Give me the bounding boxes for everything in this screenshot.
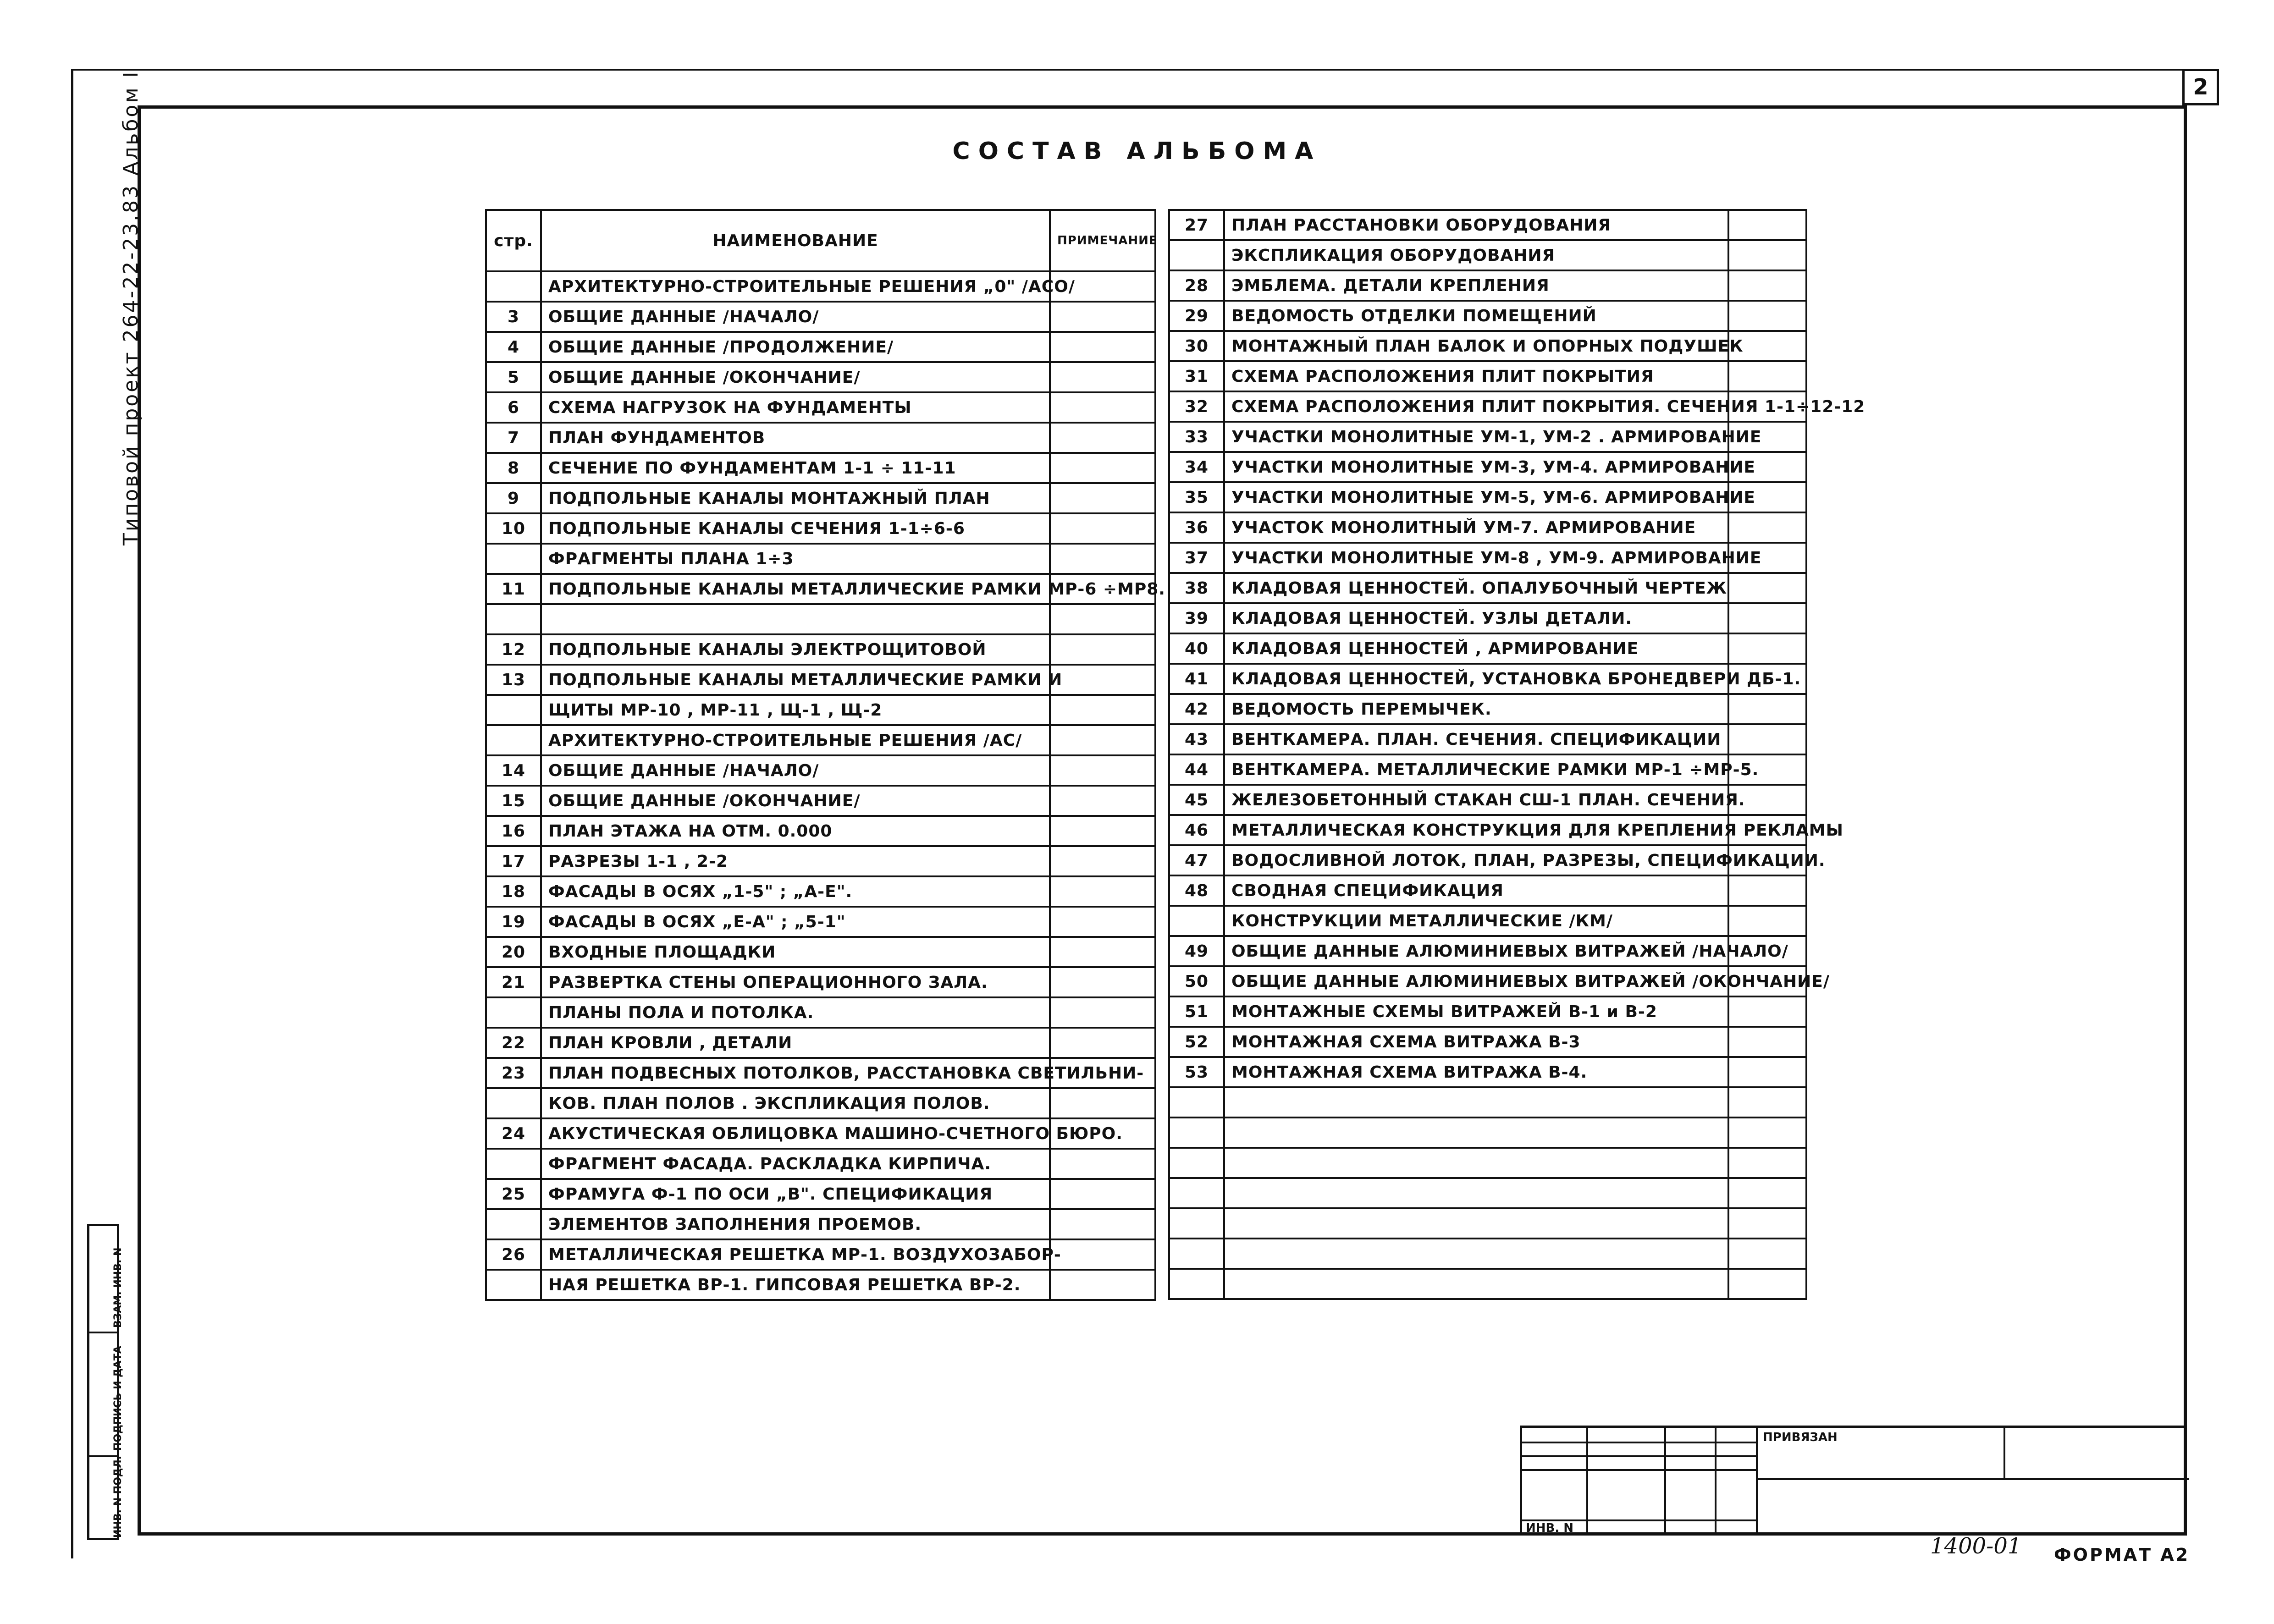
- table-row: [1169, 210, 1806, 240]
- table-row: [1169, 391, 1806, 422]
- row-page: 39: [1169, 603, 1224, 633]
- row-name: [1224, 1269, 1728, 1299]
- row-name: ФАСАДЫ В ОСЯХ „1-5" ; „А-Е".: [541, 876, 1050, 907]
- row-page: [1169, 1239, 1224, 1269]
- row-note: [1050, 483, 1155, 513]
- row-note: [1728, 1087, 1806, 1118]
- row-page: [1169, 1208, 1224, 1239]
- row-page: [486, 1149, 541, 1179]
- table-row: [1169, 422, 1806, 452]
- table-row: [486, 1058, 1155, 1088]
- row-name: МЕТАЛЛИЧЕСКАЯ РЕШЕТКА МР-1. ВОЗДУХОЗАБОР-: [541, 1239, 1050, 1270]
- row-name: ОБЩИЕ ДАННЫЕ АЛЮМИНИЕВЫХ ВИТРАЖЕЙ /НАЧАЛО/: [1224, 936, 1728, 966]
- table-row: [1169, 512, 1806, 543]
- row-name: [1224, 1239, 1728, 1269]
- sheet-left-border: [71, 69, 73, 1558]
- row-page: 33: [1169, 422, 1224, 452]
- row-name: ОБЩИЕ ДАННЫЕ /ПРОДОЛЖЕНИЕ/: [541, 332, 1050, 362]
- table-row: [486, 997, 1155, 1028]
- table-row: [1169, 543, 1806, 573]
- row-name: ПОДПОЛЬНЫЕ КАНАЛЫ МЕТАЛЛИЧЕСКИЕ РАМКИ И: [541, 665, 1050, 695]
- drawing-frame: [138, 105, 2187, 1536]
- row-note: [1050, 665, 1155, 695]
- row-page: 27: [1169, 210, 1224, 240]
- row-page: [486, 1209, 541, 1239]
- row-name: КЛАДОВАЯ ЦЕННОСТЕЙ , АРМИРОВАНИЕ: [1224, 633, 1728, 664]
- row-page: 18: [486, 876, 541, 907]
- table-row: [486, 755, 1155, 786]
- row-note: [1050, 604, 1155, 634]
- row-name: РАЗВЕРТКА СТЕНЫ ОПЕРАЦИОННОГО ЗАЛА.: [541, 967, 1050, 997]
- table-row: [486, 362, 1155, 392]
- row-name: СХЕМА РАСПОЛОЖЕНИЯ ПЛИТ ПОКРЫТИЯ: [1224, 361, 1728, 391]
- row-name: ОБЩИЕ ДАННЫЕ /ОКОНЧАНИЕ/: [541, 362, 1050, 392]
- contents-table-right: [1168, 209, 1866, 1300]
- table-row: [1169, 482, 1806, 512]
- row-note: [1050, 907, 1155, 937]
- row-name: ВЕНТКАМЕРА. МЕТАЛЛИЧЕСКИЕ РАМКИ МР-1 ÷МР-5.: [1224, 754, 1728, 785]
- table-row: [1169, 361, 1806, 391]
- row-note: [1728, 694, 1806, 724]
- row-name: ОБЩИЕ ДАННЫЕ /НАЧАЛО/: [541, 302, 1050, 332]
- stamp-divider: [1586, 1428, 1588, 1533]
- row-name: ВЕДОМОСТЬ ПЕРЕМЫЧЕК.: [1224, 694, 1728, 724]
- row-page: 8: [486, 453, 541, 483]
- row-page: 22: [486, 1028, 541, 1058]
- row-name: СВОДНАЯ СПЕЦИФИКАЦИЯ: [1224, 875, 1728, 906]
- row-page: 40: [1169, 633, 1224, 664]
- row-page: [1169, 1148, 1224, 1178]
- table-row: [1169, 603, 1806, 633]
- row-note: [1728, 573, 1806, 603]
- row-name: КОНСТРУКЦИИ МЕТАЛЛИЧЕСКИЕ /КМ/: [1224, 906, 1728, 936]
- table-row: [1169, 1148, 1806, 1178]
- row-name: ПЛАН КРОВЛИ , ДЕТАЛИ: [541, 1028, 1050, 1058]
- row-name: КЛАДОВАЯ ЦЕННОСТЕЙ. УЗЛЫ ДЕТАЛИ.: [1224, 603, 1728, 633]
- row-name: [541, 604, 1050, 634]
- header-name: НАИМЕНОВАНИЕ: [541, 210, 1050, 271]
- row-page: 5: [486, 362, 541, 392]
- row-name: УЧАСТКИ МОНОЛИТНЫЕ УМ-8 , УМ-9. АРМИРОВАНИЕ: [1224, 543, 1728, 573]
- row-name: [1224, 1087, 1728, 1118]
- row-note: [1050, 1149, 1155, 1179]
- table-row: [486, 483, 1155, 513]
- table-row: [1169, 785, 1806, 815]
- row-name: [1224, 1208, 1728, 1239]
- row-page: 11: [486, 574, 541, 604]
- row-page: 47: [1169, 845, 1224, 875]
- row-name: СХЕМА НАГРУЗОК НА ФУНДАМЕНТЫ: [541, 392, 1050, 423]
- row-name: ФРАГМЕНТ ФАСАДА. РАСКЛАДКА КИРПИЧА.: [541, 1149, 1050, 1179]
- table-row: [1169, 754, 1806, 785]
- row-note: [1050, 362, 1155, 392]
- row-page: 38: [1169, 573, 1224, 603]
- table-row: [486, 907, 1155, 937]
- row-page: 4: [486, 332, 541, 362]
- sheet-top-border: [71, 69, 2189, 71]
- row-page: 9: [486, 483, 541, 513]
- stamp-divider: [1522, 1455, 1756, 1457]
- row-note: [1050, 1209, 1155, 1239]
- sheet-number: 2: [2182, 69, 2219, 105]
- table-row: [1169, 573, 1806, 603]
- table-row: [486, 695, 1155, 725]
- row-page: 10: [486, 513, 541, 544]
- table-row: [486, 544, 1155, 574]
- table-row: [486, 1118, 1155, 1149]
- row-page: 26: [486, 1239, 541, 1270]
- row-name: УЧАСТКИ МОНОЛИТНЫЕ УМ-3, УМ-4. АРМИРОВАНИЕ: [1224, 452, 1728, 482]
- table-row: [486, 786, 1155, 816]
- row-note: [1728, 724, 1806, 754]
- table-row: [1169, 1269, 1806, 1299]
- stamp-linked-label: ПРИВЯЗАН: [1763, 1431, 1838, 1444]
- stamp-divider: [1756, 1428, 1758, 1533]
- stamp-divider: [1522, 1469, 1756, 1471]
- row-name: ЭМБЛЕМА. ДЕТАЛИ КРЕПЛЕНИЯ: [1224, 270, 1728, 301]
- table-row: [1169, 845, 1806, 875]
- row-note: [1728, 1148, 1806, 1178]
- row-name: ПОДПОЛЬНЫЕ КАНАЛЫ СЕЧЕНИЯ 1-1÷6-6: [541, 513, 1050, 544]
- stamp-divider: [1522, 1442, 1756, 1443]
- row-name: ПЛАН РАССТАНОВКИ ОБОРУДОВАНИЯ: [1224, 210, 1728, 240]
- table-row: [486, 302, 1155, 332]
- table-row: [486, 332, 1155, 362]
- row-name: ПОДПОЛЬНЫЕ КАНАЛЫ ЭЛЕКТРОЩИТОВОЙ: [541, 634, 1050, 665]
- row-note: [1728, 1239, 1806, 1269]
- table-row: [1169, 815, 1806, 845]
- table-row: [486, 1239, 1155, 1270]
- table-row: [1169, 1087, 1806, 1118]
- row-page: 42: [1169, 694, 1224, 724]
- row-page: 17: [486, 846, 541, 876]
- row-page: 35: [1169, 482, 1224, 512]
- row-note: [1728, 1027, 1806, 1057]
- table-row: [1169, 936, 1806, 966]
- row-page: 25: [486, 1179, 541, 1209]
- row-note: [1728, 240, 1806, 270]
- row-note: [1050, 544, 1155, 574]
- row-name: [1224, 1118, 1728, 1148]
- table-row: [1169, 331, 1806, 361]
- row-name: ЭКСПЛИКАЦИЯ ОБОРУДОВАНИЯ: [1224, 240, 1728, 270]
- row-name: ЩИТЫ МР-10 , МР-11 , Щ-1 , Щ-2: [541, 695, 1050, 725]
- row-name: ПЛАНЫ ПОЛА И ПОТОЛКА.: [541, 997, 1050, 1028]
- row-page: [1169, 1118, 1224, 1148]
- table-row: [486, 1270, 1155, 1300]
- row-note: [1050, 513, 1155, 544]
- table-row: [486, 967, 1155, 997]
- row-name: МОНТАЖНЫЙ ПЛАН БАЛОК И ОПОРНЫХ ПОДУШЕК: [1224, 331, 1728, 361]
- row-name: РАЗРЕЗЫ 1-1 , 2-2: [541, 846, 1050, 876]
- row-note: [1728, 210, 1806, 240]
- row-page: 36: [1169, 512, 1224, 543]
- stamp-divider: [2004, 1428, 2005, 1478]
- table-row: [486, 1209, 1155, 1239]
- row-page: [1169, 1178, 1224, 1208]
- row-note: [1050, 453, 1155, 483]
- contents-table-left: [485, 209, 1165, 1301]
- table-row: [1169, 694, 1806, 724]
- row-name: ОБЩИЕ ДАННЫЕ /НАЧАЛО/: [541, 755, 1050, 786]
- row-page: 31: [1169, 361, 1224, 391]
- side-stamp-label: ПОДПИСЬ И ДАТА: [112, 1346, 124, 1451]
- table-row: [1169, 633, 1806, 664]
- row-note: [1728, 996, 1806, 1027]
- row-page: 12: [486, 634, 541, 665]
- row-page: 37: [1169, 543, 1224, 573]
- row-name: КЛАДОВАЯ ЦЕННОСТЕЙ, УСТАНОВКА БРОНЕДВЕРИ ДБ-1.: [1224, 664, 1728, 694]
- row-note: [1050, 1028, 1155, 1058]
- row-name: КОВ. ПЛАН ПОЛОВ . ЭКСПЛИКАЦИЯ ПОЛОВ.: [541, 1088, 1050, 1118]
- table-row: [486, 604, 1155, 634]
- row-note: [1728, 512, 1806, 543]
- table-row: [486, 513, 1155, 544]
- table-row: [486, 665, 1155, 695]
- row-name: ФРАГМЕНТЫ ПЛАНА 1÷3: [541, 544, 1050, 574]
- row-name: АКУСТИЧЕСКАЯ ОБЛИЦОВКА МАШИНО-СЧЕТНОГО БЮРО.: [541, 1118, 1050, 1149]
- row-name: [1224, 1148, 1728, 1178]
- row-note: [1050, 332, 1155, 362]
- row-page: 19: [486, 907, 541, 937]
- row-page: [1169, 1269, 1224, 1299]
- side-stamp-divider: [89, 1332, 117, 1333]
- row-note: [1728, 633, 1806, 664]
- row-page: [1169, 1087, 1224, 1118]
- row-name: МОНТАЖНАЯ СХЕМА ВИТРАЖА В-4.: [1224, 1057, 1728, 1087]
- row-page: 7: [486, 423, 541, 453]
- row-note: [1728, 1269, 1806, 1299]
- side-stamp: [87, 1224, 124, 1540]
- row-note: [1050, 937, 1155, 967]
- row-page: 50: [1169, 966, 1224, 996]
- table-row: [1169, 966, 1806, 996]
- row-name: СХЕМА РАСПОЛОЖЕНИЯ ПЛИТ ПОКРЫТИЯ. СЕЧЕНИЯ 1-1÷12-12: [1224, 391, 1728, 422]
- row-note: [1050, 876, 1155, 907]
- row-note: [1050, 634, 1155, 665]
- row-name: ВЕНТКАМЕРА. ПЛАН. СЕЧЕНИЯ. СПЕЦИФИКАЦИИ: [1224, 724, 1728, 754]
- row-name: [1224, 1178, 1728, 1208]
- row-name: ВХОДНЫЕ ПЛОЩАДКИ: [541, 937, 1050, 967]
- row-page: 23: [486, 1058, 541, 1088]
- table-row: [486, 846, 1155, 876]
- table-row: [1169, 875, 1806, 906]
- stamp-divider: [1756, 1478, 2189, 1480]
- table-row: [486, 453, 1155, 483]
- row-note: [1050, 1270, 1155, 1300]
- row-note: [1728, 603, 1806, 633]
- row-page: 15: [486, 786, 541, 816]
- row-page: [486, 1270, 541, 1300]
- table-row: [1169, 301, 1806, 331]
- title-block-stamp: [1520, 1426, 2187, 1536]
- page-title: СОСТАВ АЛЬБОМА: [952, 138, 1322, 165]
- table-row: [1169, 452, 1806, 482]
- table-row: [1169, 1057, 1806, 1087]
- row-page: 46: [1169, 815, 1224, 845]
- side-stamp-label: ИНВ. N ПОДЛ.: [112, 1455, 124, 1538]
- row-page: [486, 997, 541, 1028]
- row-name: УЧАСТОК МОНОЛИТНЫЙ УМ-7. АРМИРОВАНИЕ: [1224, 512, 1728, 543]
- row-page: 53: [1169, 1057, 1224, 1087]
- row-name: МЕТАЛЛИЧЕСКАЯ КОНСТРУКЦИЯ ДЛЯ КРЕПЛЕНИЯ РЕКЛАМЫ: [1224, 815, 1728, 845]
- row-note: [1728, 361, 1806, 391]
- side-label: Типовой проект 264-22-23.83 Альбом I: [119, 70, 143, 545]
- row-name: ЖЕЛЕЗОБЕТОННЫЙ СТАКАН СШ-1 ПЛАН. СЕЧЕНИЯ.: [1224, 785, 1728, 815]
- row-note: [1050, 695, 1155, 725]
- table-row: [1169, 1178, 1806, 1208]
- row-name: ЭЛЕМЕНТОВ ЗАПОЛНЕНИЯ ПРОЕМОВ.: [541, 1209, 1050, 1239]
- row-page: [486, 695, 541, 725]
- row-note: [1728, 270, 1806, 301]
- row-note: [1728, 875, 1806, 906]
- row-page: 48: [1169, 875, 1224, 906]
- row-note: [1050, 755, 1155, 786]
- table-row: [486, 725, 1155, 755]
- row-note: [1728, 1057, 1806, 1087]
- row-page: [486, 544, 541, 574]
- row-name: ПЛАН ПОДВЕСНЫХ ПОТОЛКОВ, РАССТАНОВКА СВЕТИЛЬНИ-: [541, 1058, 1050, 1088]
- row-note: [1050, 1179, 1155, 1209]
- table-row: [486, 1088, 1155, 1118]
- row-page: 3: [486, 302, 541, 332]
- row-name: ОБЩИЕ ДАННЫЕ АЛЮМИНИЕВЫХ ВИТРАЖЕЙ /ОКОНЧАНИЕ/: [1224, 966, 1728, 996]
- row-note: [1050, 816, 1155, 846]
- stamp-inv-label: ИНВ. N: [1526, 1521, 1574, 1535]
- row-name: ФАСАДЫ В ОСЯХ „Е-А" ; „5-1": [541, 907, 1050, 937]
- row-page: [486, 1088, 541, 1118]
- table-row: [1169, 724, 1806, 754]
- row-name: УЧАСТКИ МОНОЛИТНЫЕ УМ-1, УМ-2 . АРМИРОВАНИЕ: [1224, 422, 1728, 452]
- row-page: 51: [1169, 996, 1224, 1027]
- row-name: МОНТАЖНЫЕ СХЕМЫ ВИТРАЖЕЙ В-1 и В-2: [1224, 996, 1728, 1027]
- drawing-code: 1400-01: [1930, 1533, 2022, 1559]
- row-note: [1050, 997, 1155, 1028]
- row-page: 52: [1169, 1027, 1224, 1057]
- table-row: [1169, 1208, 1806, 1239]
- table-row: [486, 937, 1155, 967]
- row-name: ВЕДОМОСТЬ ОТДЕЛКИ ПОМЕЩЕНИЙ: [1224, 301, 1728, 331]
- table-row: [1169, 664, 1806, 694]
- row-page: 6: [486, 392, 541, 423]
- row-page: [1169, 906, 1224, 936]
- row-page: 13: [486, 665, 541, 695]
- row-note: [1728, 906, 1806, 936]
- row-page: 16: [486, 816, 541, 846]
- row-page: 41: [1169, 664, 1224, 694]
- table-row: [1169, 1239, 1806, 1269]
- row-note: [1728, 1118, 1806, 1148]
- side-stamp-label: ВЗАМ. ИНВ. N: [112, 1247, 124, 1328]
- row-note: [1050, 725, 1155, 755]
- row-name: ОБЩИЕ ДАННЫЕ /ОКОНЧАНИЕ/: [541, 786, 1050, 816]
- row-name: НАЯ РЕШЕТКА ВР-1. ГИПСОВАЯ РЕШЕТКА ВР-2.: [541, 1270, 1050, 1300]
- row-page: 34: [1169, 452, 1224, 482]
- row-note: [1050, 846, 1155, 876]
- row-page: 49: [1169, 936, 1224, 966]
- row-note: [1728, 1208, 1806, 1239]
- row-note: [1050, 786, 1155, 816]
- row-note: [1728, 301, 1806, 331]
- row-name: УЧАСТКИ МОНОЛИТНЫЕ УМ-5, УМ-6. АРМИРОВАНИЕ: [1224, 482, 1728, 512]
- row-page: 21: [486, 967, 541, 997]
- format-label: ФОРМАТ А2: [2054, 1545, 2190, 1565]
- row-name: ПОДПОЛЬНЫЕ КАНАЛЫ МОНТАЖНЫЙ ПЛАН: [541, 483, 1050, 513]
- row-name: ВОДОСЛИВНОЙ ЛОТОК, ПЛАН, РАЗРЕЗЫ, СПЕЦИФИКАЦИИ.: [1224, 845, 1728, 875]
- table-row: [486, 423, 1155, 453]
- table-row: [1169, 270, 1806, 301]
- header-page: стр.: [486, 210, 541, 271]
- stamp-divider: [1664, 1428, 1666, 1533]
- row-page: 14: [486, 755, 541, 786]
- row-name: ПЛАН ФУНДАМЕНТОВ: [541, 423, 1050, 453]
- row-name: МОНТАЖНАЯ СХЕМА ВИТРАЖА В-3: [1224, 1027, 1728, 1057]
- table-row: [1169, 240, 1806, 270]
- row-page: 24: [486, 1118, 541, 1149]
- table-row: [1169, 1118, 1806, 1148]
- row-page: 20: [486, 937, 541, 967]
- row-name: ФРАМУГА Ф-1 ПО ОСИ „В". СПЕЦИФИКАЦИЯ: [541, 1179, 1050, 1209]
- header-note: ПРИМЕЧАНИЕ: [1050, 210, 1155, 271]
- row-page: [1169, 240, 1224, 270]
- table-row: [1169, 1027, 1806, 1057]
- row-page: 29: [1169, 301, 1224, 331]
- row-name: АРХИТЕКТУРНО-СТРОИТЕЛЬНЫЕ РЕШЕНИЯ „0" /АСО/: [541, 271, 1050, 302]
- table-row: [486, 1149, 1155, 1179]
- row-page: 44: [1169, 754, 1224, 785]
- row-name: ПОДПОЛЬНЫЕ КАНАЛЫ МЕТАЛЛИЧЕСКИЕ РАМКИ МР-6 ÷МР8.: [541, 574, 1050, 604]
- table-row: [486, 1028, 1155, 1058]
- row-page: 32: [1169, 391, 1224, 422]
- row-note: [1050, 392, 1155, 423]
- table-row: [486, 876, 1155, 907]
- stamp-divider: [1715, 1428, 1717, 1533]
- row-name: КЛАДОВАЯ ЦЕННОСТЕЙ. ОПАЛУБОЧНЫЙ ЧЕРТЕЖ: [1224, 573, 1728, 603]
- row-page: 30: [1169, 331, 1224, 361]
- table-header-row: [486, 210, 1155, 271]
- row-page: 43: [1169, 724, 1224, 754]
- table-row: [1169, 996, 1806, 1027]
- row-name: АРХИТЕКТУРНО-СТРОИТЕЛЬНЫЕ РЕШЕНИЯ /АС/: [541, 725, 1050, 755]
- row-page: 45: [1169, 785, 1224, 815]
- table-row: [486, 816, 1155, 846]
- table-row: [486, 271, 1155, 302]
- table-row: [1169, 906, 1806, 936]
- table-row: [486, 392, 1155, 423]
- row-page: [486, 271, 541, 302]
- row-name: СЕЧЕНИЕ ПО ФУНДАМЕНТАМ 1-1 ÷ 11-11: [541, 453, 1050, 483]
- row-page: 28: [1169, 270, 1224, 301]
- row-note: [1050, 423, 1155, 453]
- row-page: [486, 725, 541, 755]
- row-note: [1050, 1239, 1155, 1270]
- table-row: [486, 1179, 1155, 1209]
- table-row: [486, 574, 1155, 604]
- row-note: [1050, 302, 1155, 332]
- row-name: ПЛАН ЭТАЖА НА ОТМ. 0.000: [541, 816, 1050, 846]
- row-note: [1050, 1088, 1155, 1118]
- row-note: [1050, 967, 1155, 997]
- row-page: [486, 604, 541, 634]
- table-row: [486, 634, 1155, 665]
- row-note: [1728, 1178, 1806, 1208]
